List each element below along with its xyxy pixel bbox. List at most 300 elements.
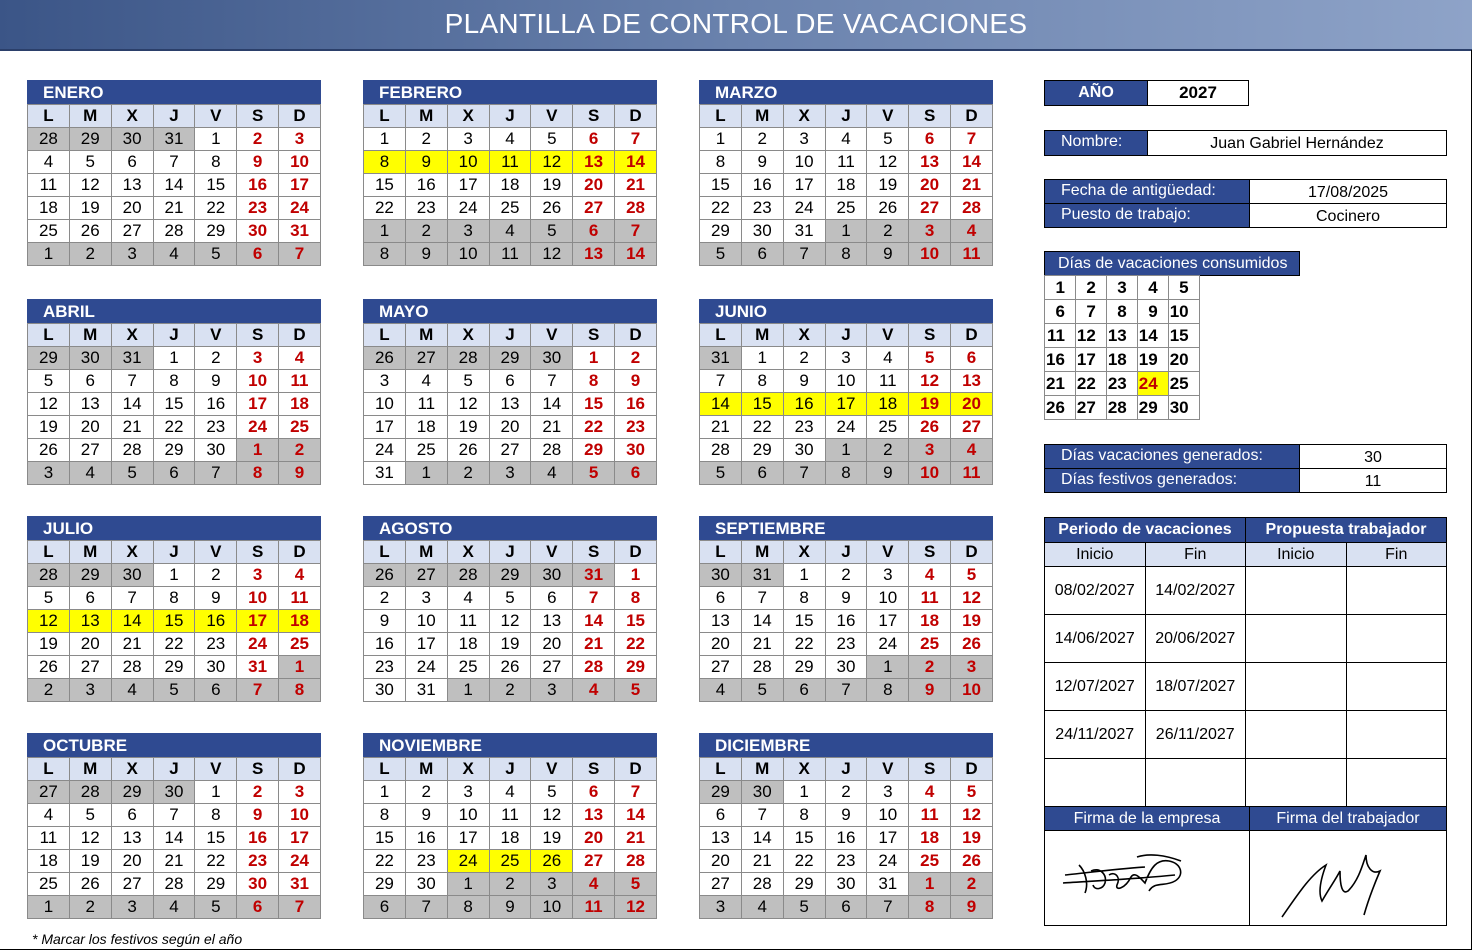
consumed-day-cell[interactable]: 6 [1045,300,1076,324]
period-p-start-cell[interactable] [1246,663,1347,711]
other-month-day-cell[interactable]: 3 [489,462,531,485]
day-cell[interactable]: 31 [867,873,909,896]
day-cell[interactable]: 28 [615,850,657,873]
day-cell[interactable]: 23 [615,416,657,439]
consumed-day-cell[interactable]: 12 [1075,324,1106,348]
other-month-day-cell[interactable]: 9 [867,462,909,485]
day-cell[interactable]: 19 [69,850,111,873]
other-month-day-cell[interactable]: 8 [447,896,489,919]
day-cell[interactable]: 31 [279,220,321,243]
other-month-day-cell[interactable]: 7 [615,220,657,243]
day-cell[interactable]: 10 [783,151,825,174]
day-cell[interactable]: 1 [195,128,237,151]
day-cell[interactable]: 7 [951,128,993,151]
day-cell[interactable]: 14 [615,804,657,827]
day-cell[interactable]: 26 [28,439,70,462]
day-cell[interactable]: 26 [489,656,531,679]
day-cell[interactable]: 22 [741,416,783,439]
day-cell[interactable]: 1 [573,347,615,370]
day-cell[interactable]: 26 [531,197,573,220]
other-month-day-cell[interactable]: 28 [28,564,70,587]
day-cell[interactable]: 20 [700,850,742,873]
day-cell[interactable]: 30 [825,873,867,896]
day-cell[interactable]: 17 [867,827,909,850]
day-cell[interactable]: 12 [69,174,111,197]
day-cell[interactable]: 5 [531,781,573,804]
day-cell[interactable]: 2 [405,781,447,804]
day-cell[interactable]: 25 [489,197,531,220]
day-cell[interactable]: 23 [825,633,867,656]
day-cell[interactable]: 21 [615,827,657,850]
day-cell[interactable]: 31 [405,679,447,702]
consumed-day-cell[interactable]: 10 [1168,300,1199,324]
other-month-day-cell[interactable]: 4 [531,462,573,485]
other-month-day-cell[interactable]: 31 [700,347,742,370]
day-cell[interactable]: 3 [783,128,825,151]
other-month-day-cell[interactable]: 5 [195,243,237,266]
day-cell[interactable]: 24 [279,197,321,220]
other-month-day-cell[interactable]: 29 [69,564,111,587]
day-cell[interactable]: 11 [909,587,951,610]
day-cell[interactable]: 7 [741,804,783,827]
day-cell[interactable]: 21 [111,416,153,439]
other-month-day-cell[interactable]: 5 [783,896,825,919]
other-month-day-cell[interactable]: 3 [28,462,70,485]
day-cell[interactable]: 15 [700,174,742,197]
day-cell[interactable]: 10 [237,370,279,393]
day-cell[interactable]: 10 [447,151,489,174]
day-cell[interactable]: 11 [28,827,70,850]
day-cell[interactable]: 18 [405,416,447,439]
day-cell[interactable]: 24 [447,197,489,220]
day-cell[interactable]: 25 [909,633,951,656]
day-cell[interactable]: 4 [279,564,321,587]
day-cell[interactable]: 1 [364,781,406,804]
other-month-day-cell[interactable]: 2 [909,656,951,679]
other-month-day-cell[interactable]: 29 [69,128,111,151]
other-month-day-cell[interactable]: 9 [909,679,951,702]
day-cell[interactable]: 28 [700,439,742,462]
other-month-day-cell[interactable]: 30 [700,564,742,587]
other-month-day-cell[interactable]: 4 [700,679,742,702]
day-cell[interactable]: 3 [364,370,406,393]
day-cell[interactable]: 27 [489,439,531,462]
day-cell[interactable]: 1 [195,781,237,804]
day-cell[interactable]: 18 [825,174,867,197]
other-month-day-cell[interactable]: 4 [573,873,615,896]
day-cell[interactable]: 2 [741,128,783,151]
other-month-day-cell[interactable]: 29 [111,781,153,804]
day-cell[interactable]: 5 [69,804,111,827]
day-cell[interactable]: 5 [28,587,70,610]
day-cell[interactable]: 9 [825,804,867,827]
day-cell[interactable]: 23 [195,633,237,656]
day-cell[interactable]: 3 [405,587,447,610]
day-cell[interactable]: 21 [700,416,742,439]
day-cell[interactable]: 8 [195,804,237,827]
day-cell[interactable]: 19 [531,827,573,850]
other-month-day-cell[interactable]: 9 [951,896,993,919]
other-month-day-cell[interactable]: 30 [69,347,111,370]
day-cell[interactable]: 14 [573,610,615,633]
day-cell[interactable]: 31 [279,873,321,896]
day-cell[interactable]: 23 [405,850,447,873]
day-cell[interactable]: 6 [69,370,111,393]
other-month-day-cell[interactable]: 5 [700,462,742,485]
day-cell[interactable]: 9 [195,587,237,610]
day-cell[interactable]: 19 [909,393,951,416]
other-month-day-cell[interactable]: 7 [783,462,825,485]
other-month-day-cell[interactable]: 1 [405,462,447,485]
period-end-cell[interactable]: 14/02/2027 [1145,567,1246,615]
consumed-day-cell[interactable]: 29 [1137,396,1168,420]
period-p-end-cell[interactable] [1346,663,1447,711]
day-cell[interactable]: 21 [573,633,615,656]
day-cell[interactable]: 6 [573,781,615,804]
consumed-day-cell[interactable]: 11 [1045,324,1076,348]
day-cell[interactable]: 8 [364,804,406,827]
day-cell[interactable]: 12 [447,393,489,416]
day-cell[interactable]: 12 [489,610,531,633]
day-cell[interactable]: 16 [615,393,657,416]
day-cell[interactable]: 19 [69,197,111,220]
other-month-day-cell[interactable]: 8 [237,462,279,485]
other-month-day-cell[interactable]: 1 [28,243,70,266]
day-cell[interactable]: 5 [909,347,951,370]
other-month-day-cell[interactable]: 4 [951,220,993,243]
period-p-start-cell[interactable] [1246,711,1347,759]
day-cell[interactable]: 16 [405,827,447,850]
other-month-day-cell[interactable]: 27 [405,347,447,370]
day-cell[interactable]: 24 [825,416,867,439]
consumed-day-cell[interactable]: 7 [1075,300,1106,324]
day-cell[interactable]: 9 [783,370,825,393]
day-cell[interactable]: 1 [153,347,195,370]
day-cell[interactable]: 9 [615,370,657,393]
other-month-day-cell[interactable]: 2 [489,873,531,896]
consumed-day-cell[interactable]: 25 [1168,372,1199,396]
day-cell[interactable]: 1 [364,128,406,151]
day-cell[interactable]: 10 [867,804,909,827]
day-cell[interactable]: 23 [741,197,783,220]
other-month-day-cell[interactable]: 31 [111,347,153,370]
other-month-day-cell[interactable]: 4 [111,679,153,702]
day-cell[interactable]: 6 [111,804,153,827]
other-month-day-cell[interactable]: 4 [951,439,993,462]
day-cell[interactable]: 20 [69,633,111,656]
day-cell[interactable]: 13 [573,151,615,174]
day-cell[interactable]: 27 [700,873,742,896]
other-month-day-cell[interactable]: 1 [279,656,321,679]
day-cell[interactable]: 6 [573,128,615,151]
day-cell[interactable]: 24 [405,656,447,679]
day-cell[interactable]: 17 [279,827,321,850]
other-month-day-cell[interactable]: 28 [69,781,111,804]
other-month-day-cell[interactable]: 27 [28,781,70,804]
other-month-day-cell[interactable]: 5 [700,243,742,266]
other-month-day-cell[interactable]: 4 [153,896,195,919]
day-cell[interactable]: 4 [867,347,909,370]
other-month-day-cell[interactable]: 3 [447,220,489,243]
other-month-day-cell[interactable]: 9 [867,243,909,266]
other-month-day-cell[interactable]: 28 [447,564,489,587]
consumed-day-cell[interactable]: 1 [1045,276,1076,300]
other-month-day-cell[interactable]: 26 [364,347,406,370]
day-cell[interactable]: 27 [111,220,153,243]
other-month-day-cell[interactable]: 5 [111,462,153,485]
day-cell[interactable]: 6 [951,347,993,370]
day-cell[interactable]: 23 [195,416,237,439]
other-month-day-cell[interactable]: 4 [489,220,531,243]
day-cell[interactable]: 6 [489,370,531,393]
day-cell[interactable]: 20 [573,827,615,850]
day-cell[interactable]: 25 [489,850,531,873]
day-cell[interactable]: 5 [489,587,531,610]
day-cell[interactable]: 25 [279,633,321,656]
day-cell[interactable]: 26 [951,850,993,873]
day-cell[interactable]: 6 [111,151,153,174]
day-cell[interactable]: 11 [279,370,321,393]
day-cell[interactable]: 4 [909,564,951,587]
day-cell[interactable]: 31 [237,656,279,679]
other-month-day-cell[interactable]: 2 [867,220,909,243]
day-cell[interactable]: 26 [867,197,909,220]
period-end-cell[interactable] [1145,759,1246,807]
day-cell[interactable]: 23 [405,197,447,220]
consumed-day-cell[interactable]: 24 [1137,372,1168,396]
other-month-day-cell[interactable]: 5 [573,462,615,485]
day-cell[interactable]: 25 [279,416,321,439]
day-cell[interactable]: 18 [489,827,531,850]
day-cell[interactable]: 8 [195,151,237,174]
day-cell[interactable]: 28 [573,656,615,679]
day-cell[interactable]: 18 [867,393,909,416]
day-cell[interactable]: 16 [195,610,237,633]
consumed-day-cell[interactable]: 3 [1106,276,1137,300]
day-cell[interactable]: 28 [531,439,573,462]
other-month-day-cell[interactable]: 9 [489,896,531,919]
other-month-day-cell[interactable]: 12 [615,896,657,919]
other-month-day-cell[interactable]: 2 [951,873,993,896]
day-cell[interactable]: 27 [531,656,573,679]
company-sign-box[interactable] [1044,830,1250,926]
other-month-day-cell[interactable]: 2 [405,220,447,243]
day-cell[interactable]: 10 [364,393,406,416]
day-cell[interactable]: 29 [783,873,825,896]
other-month-day-cell[interactable]: 5 [615,873,657,896]
day-cell[interactable]: 3 [867,781,909,804]
day-cell[interactable]: 28 [111,656,153,679]
other-month-day-cell[interactable]: 3 [700,896,742,919]
day-cell[interactable]: 13 [489,393,531,416]
day-cell[interactable]: 21 [531,416,573,439]
other-month-day-cell[interactable]: 2 [69,243,111,266]
day-cell[interactable]: 22 [700,197,742,220]
day-cell[interactable]: 24 [867,850,909,873]
day-cell[interactable]: 14 [531,393,573,416]
other-month-day-cell[interactable]: 7 [279,896,321,919]
other-month-day-cell[interactable]: 9 [405,243,447,266]
day-cell[interactable]: 25 [867,416,909,439]
day-cell[interactable]: 17 [447,827,489,850]
day-cell[interactable]: 27 [951,416,993,439]
consumed-day-cell[interactable]: 20 [1168,348,1199,372]
day-cell[interactable]: 5 [69,151,111,174]
other-month-day-cell[interactable]: 29 [700,781,742,804]
consumed-day-cell[interactable]: 13 [1106,324,1137,348]
day-cell[interactable]: 26 [447,439,489,462]
day-cell[interactable]: 9 [405,151,447,174]
day-cell[interactable]: 4 [825,128,867,151]
other-month-day-cell[interactable]: 7 [237,679,279,702]
day-cell[interactable]: 17 [279,174,321,197]
day-cell[interactable]: 4 [28,151,70,174]
other-month-day-cell[interactable]: 6 [237,243,279,266]
other-month-day-cell[interactable]: 8 [867,679,909,702]
day-cell[interactable]: 30 [825,656,867,679]
consumed-day-cell[interactable]: 30 [1168,396,1199,420]
day-cell[interactable]: 23 [237,197,279,220]
day-cell[interactable]: 16 [195,393,237,416]
day-cell[interactable]: 22 [364,850,406,873]
day-cell[interactable]: 30 [741,220,783,243]
day-cell[interactable]: 22 [364,197,406,220]
day-cell[interactable]: 3 [447,128,489,151]
other-month-day-cell[interactable]: 4 [69,462,111,485]
day-cell[interactable]: 17 [364,416,406,439]
day-cell[interactable]: 19 [951,610,993,633]
day-cell[interactable]: 26 [69,220,111,243]
day-cell[interactable]: 8 [700,151,742,174]
day-cell[interactable]: 15 [364,827,406,850]
day-cell[interactable]: 14 [951,151,993,174]
other-month-day-cell[interactable]: 1 [447,873,489,896]
other-month-day-cell[interactable]: 8 [364,243,406,266]
consumed-day-cell[interactable]: 8 [1106,300,1137,324]
other-month-day-cell[interactable]: 1 [867,656,909,679]
day-cell[interactable]: 26 [909,416,951,439]
day-cell[interactable]: 15 [364,174,406,197]
seniority-value[interactable]: 17/08/2025 [1249,179,1447,204]
day-cell[interactable]: 9 [237,804,279,827]
other-month-day-cell[interactable]: 1 [364,220,406,243]
day-cell[interactable]: 9 [405,804,447,827]
day-cell[interactable]: 18 [447,633,489,656]
other-month-day-cell[interactable]: 2 [867,439,909,462]
consumed-day-cell[interactable]: 23 [1106,372,1137,396]
other-month-day-cell[interactable]: 6 [573,220,615,243]
day-cell[interactable]: 30 [237,873,279,896]
fest-generated-value[interactable]: 11 [1299,468,1447,493]
day-cell[interactable]: 24 [279,850,321,873]
day-cell[interactable]: 2 [364,587,406,610]
day-cell[interactable]: 30 [405,873,447,896]
day-cell[interactable]: 8 [783,587,825,610]
day-cell[interactable]: 11 [405,393,447,416]
day-cell[interactable]: 30 [195,439,237,462]
day-cell[interactable]: 2 [237,781,279,804]
day-cell[interactable]: 24 [237,633,279,656]
day-cell[interactable]: 5 [28,370,70,393]
day-cell[interactable]: 15 [153,393,195,416]
day-cell[interactable]: 20 [909,174,951,197]
day-cell[interactable]: 10 [867,587,909,610]
other-month-day-cell[interactable]: 30 [531,564,573,587]
day-cell[interactable]: 13 [69,610,111,633]
other-month-day-cell[interactable]: 6 [153,462,195,485]
day-cell[interactable]: 3 [237,347,279,370]
day-cell[interactable]: 15 [615,610,657,633]
other-month-day-cell[interactable]: 7 [825,679,867,702]
day-cell[interactable]: 3 [279,128,321,151]
day-cell[interactable]: 25 [405,439,447,462]
day-cell[interactable]: 25 [825,197,867,220]
day-cell[interactable]: 13 [111,174,153,197]
day-cell[interactable]: 8 [741,370,783,393]
day-cell[interactable]: 30 [783,439,825,462]
day-cell[interactable]: 31 [364,462,406,485]
day-cell[interactable]: 29 [153,656,195,679]
day-cell[interactable]: 4 [447,587,489,610]
day-cell[interactable]: 28 [951,197,993,220]
period-p-end-cell[interactable] [1346,711,1447,759]
day-cell[interactable]: 24 [237,416,279,439]
other-month-day-cell[interactable]: 1 [825,439,867,462]
day-cell[interactable]: 17 [447,174,489,197]
period-end-cell[interactable]: 20/06/2027 [1145,615,1246,663]
day-cell[interactable]: 23 [783,416,825,439]
other-month-day-cell[interactable]: 3 [951,656,993,679]
day-cell[interactable]: 7 [153,151,195,174]
other-month-day-cell[interactable]: 6 [364,896,406,919]
day-cell[interactable]: 14 [615,151,657,174]
other-month-day-cell[interactable]: 11 [489,243,531,266]
day-cell[interactable]: 29 [195,220,237,243]
day-cell[interactable]: 20 [489,416,531,439]
other-month-day-cell[interactable]: 3 [909,220,951,243]
day-cell[interactable]: 29 [700,220,742,243]
day-cell[interactable]: 15 [741,393,783,416]
day-cell[interactable]: 13 [951,370,993,393]
day-cell[interactable]: 21 [741,850,783,873]
day-cell[interactable]: 13 [111,827,153,850]
other-month-day-cell[interactable]: 4 [153,243,195,266]
period-end-cell[interactable]: 26/11/2027 [1145,711,1246,759]
day-cell[interactable]: 24 [783,197,825,220]
day-cell[interactable]: 19 [28,633,70,656]
other-month-day-cell[interactable]: 30 [531,347,573,370]
other-month-day-cell[interactable]: 3 [909,439,951,462]
day-cell[interactable]: 16 [825,610,867,633]
other-month-day-cell[interactable]: 10 [909,462,951,485]
other-month-day-cell[interactable]: 7 [279,243,321,266]
day-cell[interactable]: 21 [951,174,993,197]
day-cell[interactable]: 30 [195,656,237,679]
day-cell[interactable]: 4 [405,370,447,393]
day-cell[interactable]: 2 [405,128,447,151]
day-cell[interactable]: 3 [825,347,867,370]
other-month-day-cell[interactable]: 3 [69,679,111,702]
day-cell[interactable]: 12 [951,587,993,610]
consumed-day-cell[interactable]: 17 [1075,348,1106,372]
other-month-day-cell[interactable]: 3 [531,679,573,702]
day-cell[interactable]: 28 [153,220,195,243]
day-cell[interactable]: 29 [195,873,237,896]
day-cell[interactable]: 1 [615,564,657,587]
day-cell[interactable]: 18 [279,610,321,633]
consumed-day-cell[interactable]: 28 [1106,396,1137,420]
day-cell[interactable]: 19 [531,174,573,197]
